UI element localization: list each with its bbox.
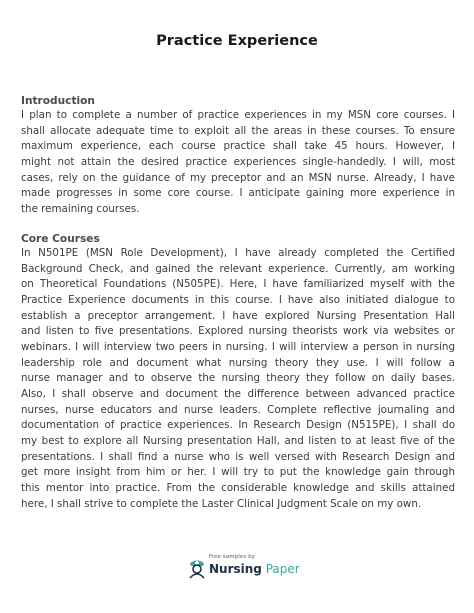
nurse-icon xyxy=(187,557,207,579)
paragraph-line: and listen to five presentations. Explored nursing theorists work via websites or xyxy=(21,325,455,338)
footer-logo xyxy=(187,554,300,584)
paragraph-line: made progresses in some core course. I anticipate gaining more experience in xyxy=(21,187,455,200)
introduction-body xyxy=(21,108,455,218)
paragraph-line: might not attain the desired practice experiences single-handedly. I will, most xyxy=(21,155,455,168)
core-courses-heading: Core Courses xyxy=(21,233,100,245)
paragraph-line: on Theoretical Foundations (N505PE). Here, I have familiarized myself with the xyxy=(21,278,455,291)
paragraph-line: the remaining courses. xyxy=(21,202,140,215)
page-title: Practice Experience xyxy=(156,33,318,49)
core-courses-section xyxy=(21,232,455,512)
paragraph-line: this mentor into practice. From the considerable knowledge and skills attained xyxy=(21,481,455,494)
paragraph-line: maximum experience, each course practice shall take 45 hours. However, I xyxy=(21,140,455,153)
paragraph-line: establish a preceptor arrangement. I have explored Nursing Presentation Hall xyxy=(21,309,455,322)
introduction-heading: Introduction xyxy=(21,95,95,107)
paragraph-line: Background Check, and gained the relevant experience. Currently, am working xyxy=(21,262,455,275)
footer-brand xyxy=(209,562,300,576)
introduction-section xyxy=(21,94,455,218)
paragraph-line: documentation of practice experiences. In Research Design (N515PE), I shall do xyxy=(21,419,455,432)
paragraph-line: get more insight from him or her. I will try to put the knowledge gain through xyxy=(21,466,455,479)
paragraph-line: cases, rely on the guidance of my preceptor and an MSN nurse. Already, I have xyxy=(21,171,455,184)
paragraph-line: I plan to complete a number of practice experiences in my MSN core courses. I xyxy=(21,109,455,121)
paragraph-line: leadership role and document what nursing theory they use. I will follow a xyxy=(21,356,455,369)
paragraph-line: my best to explore all Nursing presentation Hall, and listen to at least five of the xyxy=(21,434,455,447)
paragraph-line: nurses, nurse educators and nurse leaders. Complete reflective journaling and xyxy=(21,403,455,416)
paragraph-line: Practice Experience documents in this course. I have also initiated dialogue to xyxy=(21,293,455,306)
paragraph-line: here, I shall strive to complete the Laster Clinical Judgment Scale on my own. xyxy=(21,497,422,510)
footer-caption: Free samples by xyxy=(209,554,256,560)
brand-nursing: Nursing xyxy=(209,562,262,576)
paragraph-line: Also, I shall observe and document the difference between advanced practice xyxy=(21,387,455,400)
core-courses-body xyxy=(21,246,455,512)
paragraph-line: presentations. I shall find a nurse who is well versed with Research Design and xyxy=(21,450,455,463)
brand-paper: Paper xyxy=(261,562,300,576)
paragraph-line: shall allocate adequate time to exploit all the areas in these courses. To ensure xyxy=(21,124,455,137)
paragraph-line: nurse manager and to observe the nursing theory they follow on daily bases. xyxy=(21,372,455,385)
paragraph-line: webinars. I will interview two peers in nursing. I will interview a person in nursing xyxy=(21,340,455,353)
paragraph-line: In N501PE (MSN Role Development), I have already completed the Certified xyxy=(21,247,455,259)
